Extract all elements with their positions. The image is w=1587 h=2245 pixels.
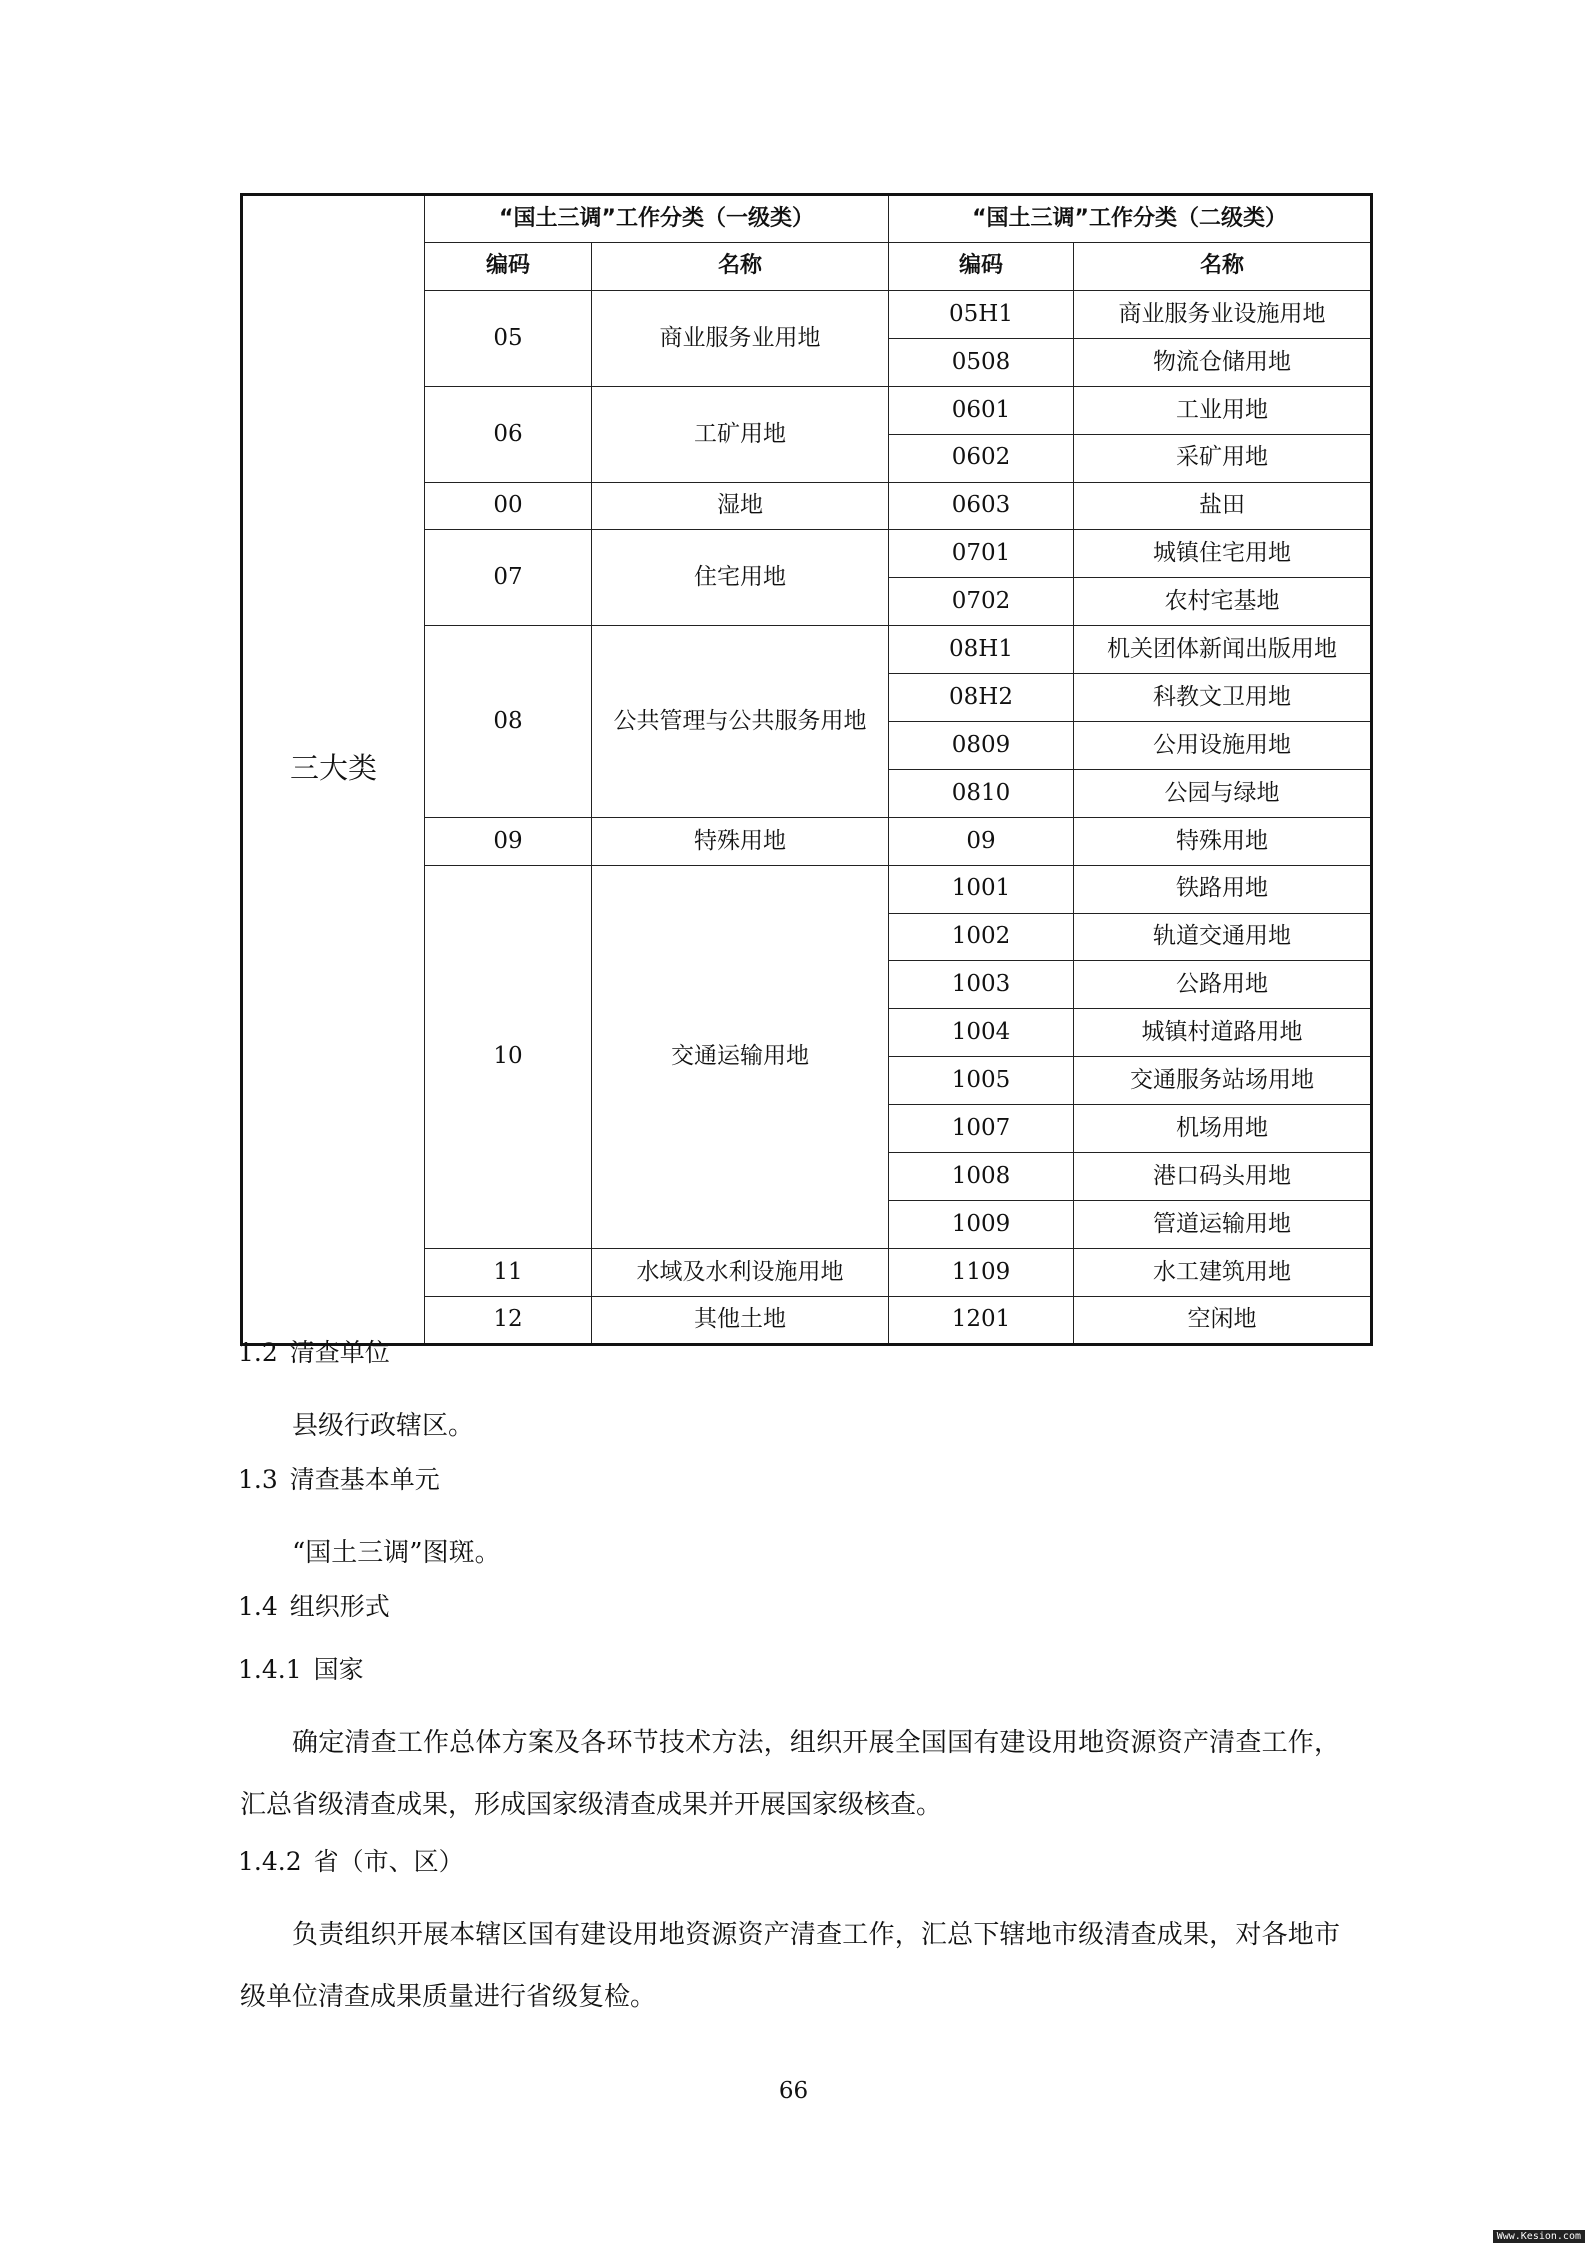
level2-code-cell: 0601 <box>889 386 1074 434</box>
level2-name-cell: 商业服务业设施用地 <box>1074 291 1372 339</box>
level1-name-cell: 湿地 <box>592 482 889 530</box>
level2-code-cell: 1008 <box>889 1153 1074 1201</box>
level2-code-cell: 0701 <box>889 530 1074 578</box>
column-header-code: 编码 <box>889 243 1074 291</box>
level1-code-cell: 00 <box>425 482 592 530</box>
level2-code-cell: 1005 <box>889 1057 1074 1105</box>
level2-name-cell: 城镇村道路用地 <box>1074 1009 1372 1057</box>
section-heading-1-4-1: 1.4.1 国家 <box>238 1655 364 1684</box>
level2-name-cell: 公用设施用地 <box>1074 722 1372 770</box>
section-heading-1-4-2: 1.4.2 省（市、区） <box>238 1847 464 1876</box>
page-number: 66 <box>778 2078 809 2104</box>
section-text-1-2: 县级行政辖区。 <box>292 1411 475 1441</box>
level2-name-cell: 采矿用地 <box>1074 434 1372 482</box>
level2-name-cell: 农村宅基地 <box>1074 578 1372 626</box>
column-header-code: 编码 <box>425 243 592 291</box>
level2-name-cell: 科教文卫用地 <box>1074 674 1372 722</box>
level2-name-cell: 港口码头用地 <box>1074 1153 1372 1201</box>
level1-name-cell: 特殊用地 <box>592 817 889 865</box>
level1-name-cell: 住宅用地 <box>592 530 889 626</box>
level1-code-cell: 07 <box>425 530 592 626</box>
table-header-row <box>242 195 1372 243</box>
level2-code-cell: 1003 <box>889 961 1074 1009</box>
level1-name-cell: 公共管理与公共服务用地 <box>592 626 889 818</box>
level2-code-cell: 1009 <box>889 1200 1074 1248</box>
level1-code-cell: 08 <box>425 626 592 818</box>
level2-name-cell: 空闲地 <box>1074 1296 1372 1344</box>
level2-name-cell: 轨道交通用地 <box>1074 913 1372 961</box>
level2-code-cell: 08H1 <box>889 626 1074 674</box>
level2-name-cell: 管道运输用地 <box>1074 1200 1372 1248</box>
level1-code-cell: 05 <box>425 291 592 387</box>
level2-name-cell: 盐田 <box>1074 482 1372 530</box>
level2-code-cell: 05H1 <box>889 291 1074 339</box>
level1-name-cell: 水域及水利设施用地 <box>592 1248 889 1296</box>
level2-code-cell: 0702 <box>889 578 1074 626</box>
level2-code-cell: 0508 <box>889 338 1074 386</box>
level2-code-cell: 0602 <box>889 434 1074 482</box>
level2-code-cell: 1001 <box>889 865 1074 913</box>
level1-name-cell: 工矿用地 <box>592 386 889 482</box>
level2-code-cell: 1002 <box>889 913 1074 961</box>
column-header-name: 名称 <box>1074 243 1372 291</box>
watermark: Www.Kesion.com <box>1493 2230 1585 2243</box>
level1-code-cell: 11 <box>425 1248 592 1296</box>
level2-name-cell: 机关团体新闻出版用地 <box>1074 626 1372 674</box>
land-classification-table <box>240 193 1373 1346</box>
level2-code-cell: 1007 <box>889 1105 1074 1153</box>
level1-name-cell: 商业服务业用地 <box>592 291 889 387</box>
section-heading-1-3: 1.3 清查基本单元 <box>238 1465 440 1494</box>
level2-code-cell: 08H2 <box>889 674 1074 722</box>
section-heading-1-4: 1.4 组织形式 <box>238 1592 390 1621</box>
level1-name-cell: 交通运输用地 <box>592 865 889 1248</box>
level2-header: “国土三调”工作分类（二级类） <box>889 195 1372 243</box>
level2-code-cell: 0603 <box>889 482 1074 530</box>
level2-name-cell: 公路用地 <box>1074 961 1372 1009</box>
level2-name-cell: 特殊用地 <box>1074 817 1372 865</box>
level1-code-cell: 10 <box>425 865 592 1248</box>
section-text-1-4-2: 负责组织开展本辖区国有建设用地资源资产清查工作，汇总下辖地市级清查成果，对各地市级单位清查成果质量进行省级复检。 <box>240 1920 1340 2012</box>
side-label: 三大类 <box>242 195 425 1345</box>
section-text-1-3: “国土三调”图斑。 <box>292 1538 501 1568</box>
level2-code-cell: 1201 <box>889 1296 1074 1344</box>
level2-code-cell: 0810 <box>889 769 1074 817</box>
level2-name-cell: 城镇住宅用地 <box>1074 530 1372 578</box>
level1-header: “国土三调”工作分类（一级类） <box>425 195 889 243</box>
level1-code-cell: 12 <box>425 1296 592 1344</box>
level2-name-cell: 工业用地 <box>1074 386 1372 434</box>
level2-name-cell: 物流仓储用地 <box>1074 338 1372 386</box>
column-header-name: 名称 <box>592 243 889 291</box>
level1-code-cell: 09 <box>425 817 592 865</box>
level2-name-cell: 交通服务站场用地 <box>1074 1057 1372 1105</box>
section-text-1-4-1: 确定清查工作总体方案及各环节技术方法，组织开展全国国有建设用地资源资产清查工作，汇总省级清查成果，形成国家级清查成果并开展国家级核查。 <box>240 1728 1340 1820</box>
level2-name-cell: 铁路用地 <box>1074 865 1372 913</box>
level1-name-cell: 其他土地 <box>592 1296 889 1344</box>
level2-code-cell: 1004 <box>889 1009 1074 1057</box>
level2-name-cell: 机场用地 <box>1074 1105 1372 1153</box>
level2-name-cell: 水工建筑用地 <box>1074 1248 1372 1296</box>
level1-code-cell: 06 <box>425 386 592 482</box>
level2-code-cell: 0809 <box>889 722 1074 770</box>
level2-code-cell: 09 <box>889 817 1074 865</box>
level2-name-cell: 公园与绿地 <box>1074 769 1372 817</box>
section-heading-1-2: 1.2 清查单位 <box>238 1338 390 1367</box>
level2-code-cell: 1109 <box>889 1248 1074 1296</box>
